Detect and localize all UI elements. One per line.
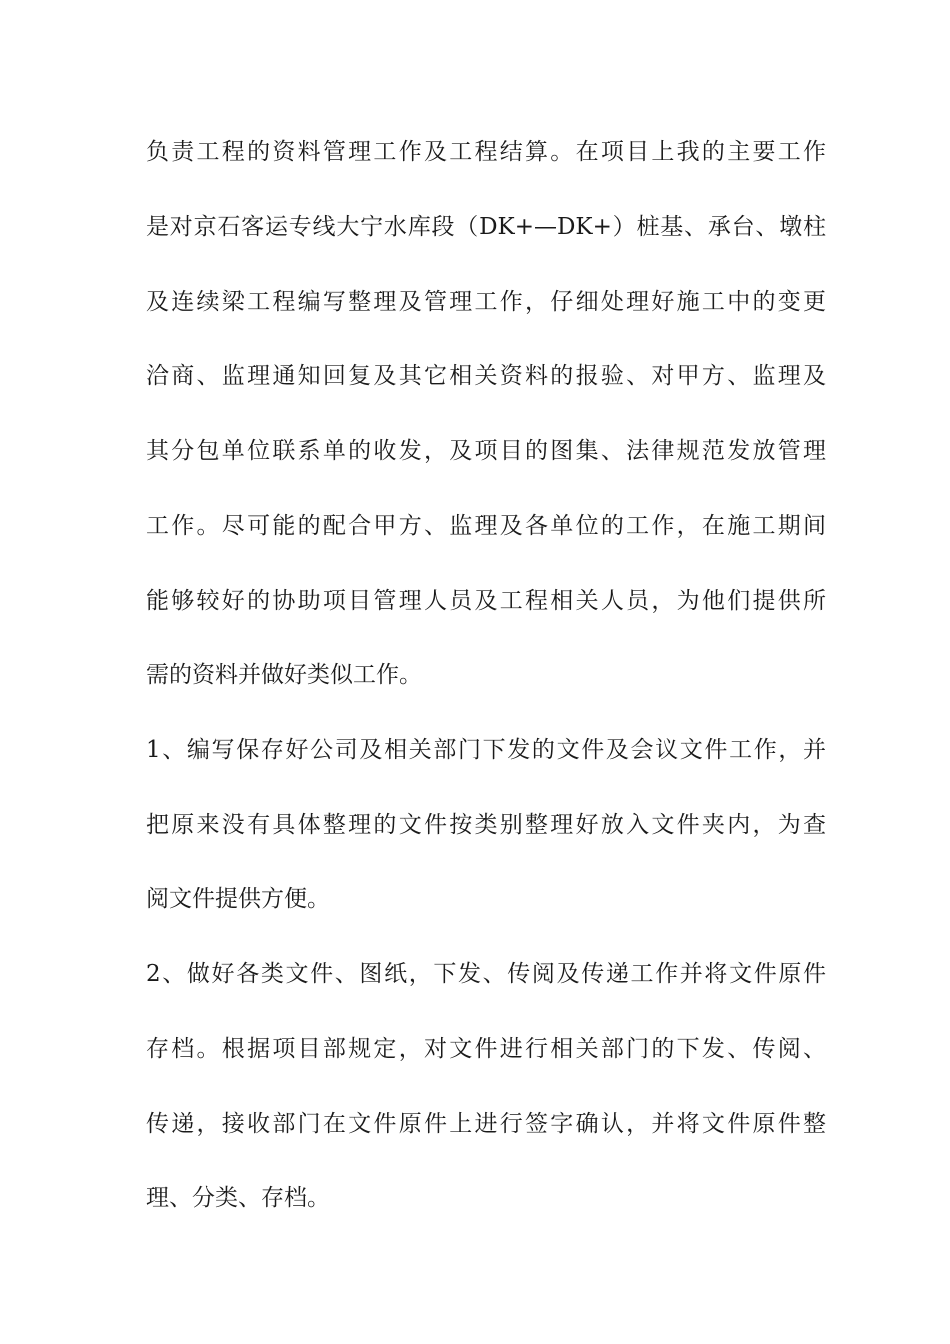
paragraph-line: 及连续梁工程编写整理及管理工作，仔细处理好施工中的变更 xyxy=(146,289,826,315)
paragraph-line: 是对京石客运专线大宁水库段（DK+—DK+）桩基、承台、墩柱 xyxy=(146,214,826,240)
paragraph-line: 洽商、监理通知回复及其它相关资料的报验、对甲方、监理及 xyxy=(146,363,826,389)
paragraph-line: 其分包单位联系单的收发，及项目的图集、法律规范发放管理 xyxy=(146,438,826,464)
list-item-line: 传递，接收部门在文件原件上进行签字确认，并将文件原件整 xyxy=(146,1111,826,1137)
list-item-line: 把原来没有具体整理的文件按类别整理好放入文件夹内，为查 xyxy=(146,812,826,838)
list-item-line: 阅文件提供方便。 xyxy=(146,886,330,912)
paragraph-line: 负责工程的资料管理工作及工程结算。在项目上我的主要工作 xyxy=(146,139,826,165)
list-item-line: 1、编写保存好公司及相关部门下发的文件及会议文件工作，并 xyxy=(146,737,826,763)
paragraph-line: 能够较好的协助项目管理人员及工程相关人员，为他们提供所 xyxy=(146,588,826,614)
paragraph-line: 需的资料并做好类似工作。 xyxy=(146,662,422,688)
list-item-line: 理、分类、存档。 xyxy=(146,1185,330,1211)
paragraph-line: 工作。尽可能的配合甲方、监理及各单位的工作，在施工期间 xyxy=(146,513,826,539)
list-item-line: 2、做好各类文件、图纸，下发、传阅及传递工作并将文件原件 xyxy=(146,961,826,987)
list-item-line: 存档。根据项目部规定，对文件进行相关部门的下发、传阅、 xyxy=(146,1036,826,1062)
